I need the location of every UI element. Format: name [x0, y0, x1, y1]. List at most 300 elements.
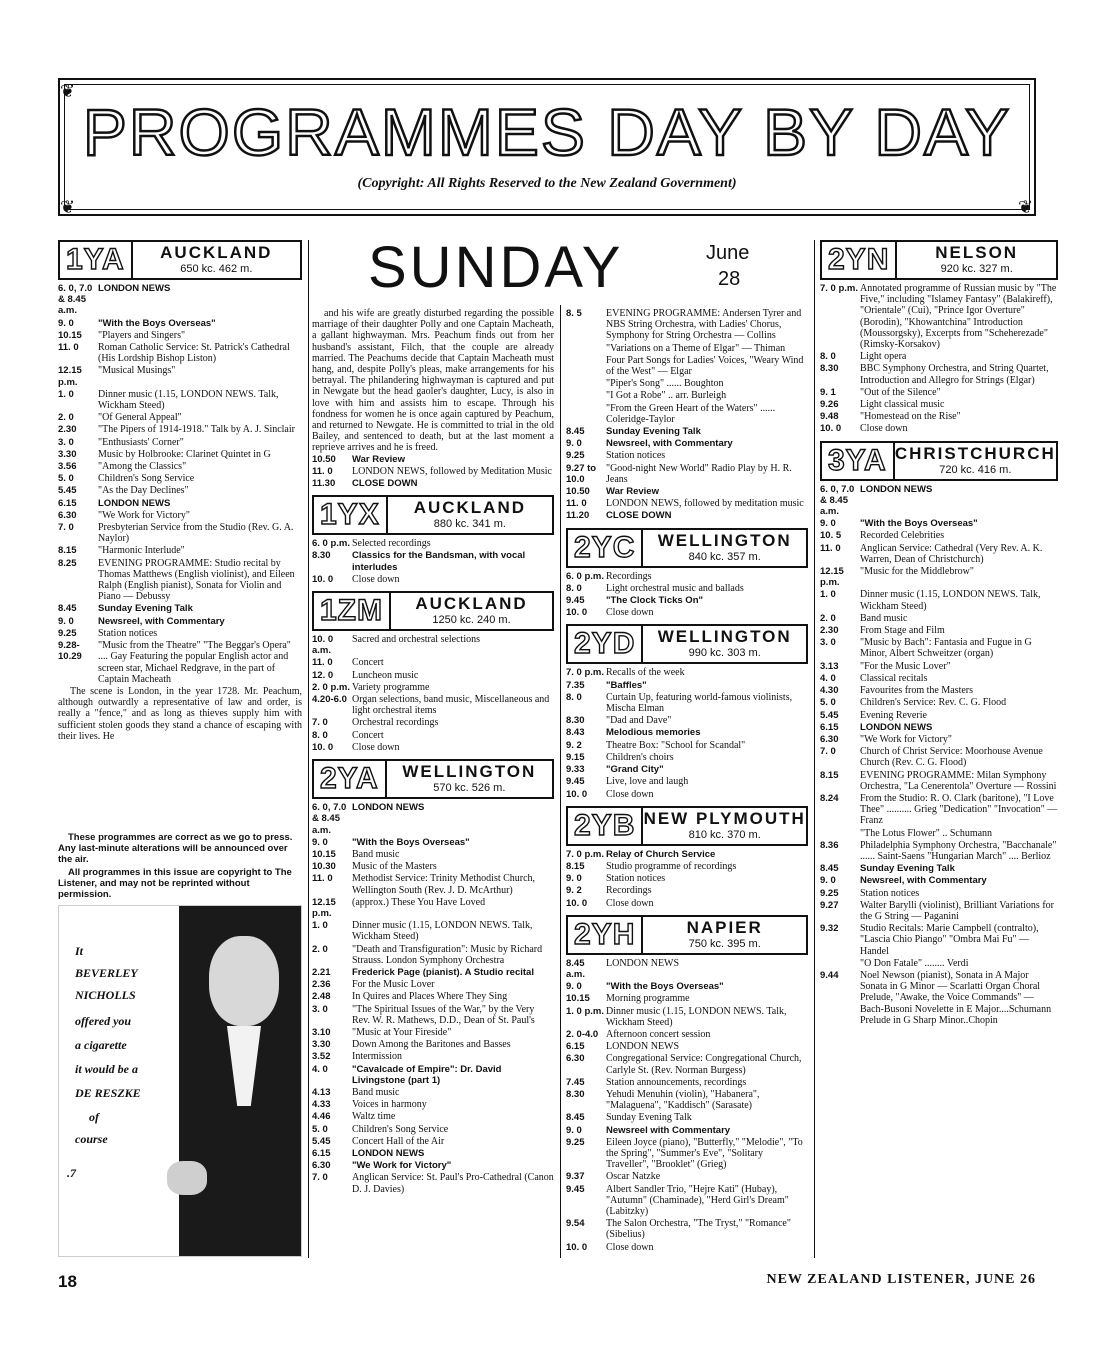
entry-time: 6. 0, 7.0 & 8.45 a.m. [58, 283, 93, 317]
entry-description: LONDON NEWS [860, 721, 933, 733]
entry-description: Roman Catholic Service: St. Patrick's Cathedral (His Lordship Bishop Liston) [98, 342, 290, 365]
entry-time: 5.45 [312, 1135, 331, 1147]
entry-time: 7. 0 p.m. [566, 667, 605, 679]
entry-description: "The Pipers of 1914-1918." Talk by A. J. Sinclair [98, 424, 295, 436]
entry-description: Waltz time [352, 1111, 396, 1123]
schedule-entry [566, 1077, 808, 1088]
schedule-entry [58, 424, 302, 435]
entry-description: Studio Recitals: Marie Campbell (contralto), "Lascia Chio Piango" "Ombra Mai Fu" — Handel [860, 923, 1039, 957]
schedule-list [566, 308, 808, 522]
station-header-2yb [566, 806, 808, 846]
entry-time: 9.44 [820, 969, 839, 981]
entry-time: 9.25 [566, 450, 585, 462]
entry-time: 5.45 [820, 709, 839, 721]
schedule-list [566, 571, 808, 619]
entry-description: "With the Boys Overseas" [98, 317, 216, 329]
entry-description: Frederick Page (pianist). A Studio recital [352, 966, 534, 978]
entry-time: 4.30 [820, 685, 839, 697]
schedule-entry [566, 1242, 808, 1253]
station-call-sign: 1ZM [314, 593, 391, 629]
entry-time: 10.50 [312, 453, 336, 465]
entry-description: Presbyterian Service from the Studio (Rev. G. A. Naylor) [98, 522, 294, 545]
entry-time: 10. 0 [566, 897, 588, 909]
entry-time: 8.36 [820, 839, 839, 851]
entry-time: 6.30 [820, 733, 839, 745]
station-city: AUCKLAND [413, 498, 527, 518]
schedule-entry [820, 518, 1058, 529]
schedule-entry [312, 454, 554, 465]
entry-description: "The Spiritual Issues of the War," by the Very Rev. W. R. Mathews, D.D., Dean of St. Paul's [352, 1003, 535, 1026]
entry-description: Sunday Evening Talk [606, 426, 701, 438]
schedule-entry [312, 538, 554, 549]
station-frequency: 750 kc. 395 m. [688, 937, 761, 950]
entry-time: 3. 0 [820, 637, 836, 649]
station-city: AUCKLAND [415, 594, 528, 614]
entry-description: Classical recitals [860, 672, 928, 684]
entry-time: 7. 0 [312, 1172, 328, 1184]
entry-description: Newsreel, with Commentary [860, 875, 987, 887]
entry-time: 9. 2 [566, 885, 582, 897]
schedule-entry [820, 530, 1058, 541]
entry-time: 11. 0 [58, 342, 79, 354]
schedule-entry [312, 730, 554, 741]
entry-description: Four Part Songs for Ladies' Voices, "Weary Wind of the West" — Elgar [606, 354, 804, 378]
schedule-entry [58, 437, 302, 448]
station-call-sign: 1YX [314, 497, 388, 533]
entry-description: (approx.) These You Have Loved [352, 896, 486, 908]
schedule-entry [566, 849, 808, 860]
entry-description: Dinner music (1.15, LONDON NEWS. Talk, Wickham Steed) [352, 920, 533, 943]
entry-description: Children's Song Service [352, 1123, 449, 1135]
schedule-entry [820, 423, 1058, 434]
entry-time: 11.20 [566, 510, 590, 522]
entry-description: "As the Day Declines" [98, 485, 189, 497]
entry-time: 9.25 [566, 1136, 585, 1148]
entry-time: 8.30 [820, 363, 839, 375]
schedule-entry [566, 1112, 808, 1123]
entry-description: Station notices [606, 450, 666, 462]
entry-description: "Music from the Theatre" "The Beggar's Opera" .... Gay Featuring the popular English actor and screen star, Michael Redgrave, in the part of Captain Macheath [98, 640, 291, 685]
entry-description: Recordings [606, 570, 652, 582]
schedule-entry [566, 438, 808, 449]
entry-time: 3.56 [58, 461, 77, 473]
entry-description: "O Don Fatale" ........ Verdi [860, 957, 969, 969]
entry-time: 8.45 a.m. [566, 957, 586, 980]
schedule-entry [820, 613, 1058, 624]
schedule-entry [566, 1029, 808, 1040]
scroll-ornament-icon: ❦ [60, 81, 76, 101]
ad-line: course [75, 1132, 108, 1146]
entry-time: 10. 0 [566, 788, 588, 800]
entry-description: Evening Reverie [860, 709, 927, 721]
entry-description: "Variations on a Theme of Elgar" — Thiman [606, 342, 786, 354]
entry-description: "With the Boys Overseas" [352, 836, 470, 848]
schedule-entry [312, 466, 554, 477]
station-city: WELLINGTON [657, 627, 792, 647]
schedule-entry [58, 485, 302, 496]
entry-time: 7. 0 [820, 746, 836, 758]
schedule-entry [566, 1125, 808, 1136]
schedule-entry [312, 670, 554, 681]
entry-description: From the Studio: R. O. Clark (baritone), "I Love Thee" .......... Grieg "Dedication" "Invocation" — Franz [860, 792, 1058, 827]
column-divider [308, 240, 309, 1258]
entry-time: 9. 0 [58, 615, 74, 627]
entry-description: In Quires and Places Where They Sing [352, 991, 508, 1003]
entry-description: Noel Newson (pianist), Sonata in A Major Sonata in G Minor — Scarlatti Organ Choral Prelude, "Awake, the Voice Commands" — Bach-Busoni Novelette in E Major....Schumann Prelude in G Sharp Minor..Chopin [860, 969, 1052, 1026]
station-header-2yc [566, 528, 808, 568]
schedule-list [566, 958, 808, 1253]
entry-description: Voices in harmony [352, 1099, 427, 1111]
entry-description: Newsreel with Commentary [606, 1124, 731, 1136]
schedule-entry [58, 522, 302, 544]
schedule-entry [566, 993, 808, 1004]
entry-description: Oscar Natzke [606, 1171, 661, 1183]
schedule-entry [566, 1171, 808, 1182]
entry-time: 12. 0 [312, 669, 334, 681]
schedule-entry [820, 589, 1058, 611]
entry-time: 7. 0 [312, 717, 328, 729]
entry-time: 8.24 [820, 792, 839, 804]
schedule-entry [58, 412, 302, 423]
page-title: PROGRAMMES DAY BY DAY [82, 95, 1012, 169]
entry-time: 3.52 [312, 1051, 331, 1063]
page-number: 18 [58, 1272, 77, 1291]
column-2 [312, 308, 554, 1196]
station-header-1yx [312, 495, 554, 535]
station-call-sign: 2YD [568, 626, 643, 662]
schedule-entry [58, 461, 302, 472]
entry-time: 10.15 [58, 329, 82, 341]
schedule-entry [820, 722, 1058, 733]
schedule-entry [566, 595, 808, 606]
entry-time: 9.25 [820, 887, 839, 899]
entry-time: 11. 0 [312, 465, 333, 477]
entry-description: Recordings [606, 885, 652, 897]
schedule-entry [566, 861, 808, 872]
column-3 [566, 308, 808, 1254]
schedule-entry [312, 1039, 554, 1050]
schedule-entry [820, 970, 1058, 1026]
entry-time: 8.25 [58, 557, 77, 569]
entry-description: Station notices [606, 873, 666, 885]
ad-line: it would be a [75, 1062, 139, 1076]
entry-time: 6.15 [820, 721, 839, 733]
entry-description: Close down [606, 897, 654, 909]
entry-description: CLOSE DOWN [606, 510, 672, 522]
entry-time: 6.15 [58, 497, 77, 509]
schedule-entry [820, 958, 1058, 969]
schedule-entry [566, 343, 808, 354]
entry-description: LONDON NEWS, followed by Meditation Music [352, 465, 552, 477]
entry-description: "With the Boys Overseas" [860, 518, 978, 530]
entry-time: 1. 0 [58, 388, 74, 400]
entry-description: "Good-night New World" Radio Play by H. R. Jeans [606, 462, 792, 485]
entry-description: "Of General Appeal" [98, 412, 182, 424]
entry-time: 2. 0 [58, 412, 74, 424]
schedule-entry [820, 923, 1058, 957]
entry-description: Relay of Church Service [606, 848, 716, 860]
entry-description: Walter Barylli (violinist), Brilliant Variations for the G String — Paganini [860, 899, 1054, 922]
entry-description: LONDON NEWS [98, 283, 171, 294]
entry-description: "Piper's Song" ...... Boughton [606, 378, 724, 390]
schedule-entry [312, 837, 554, 848]
copyright-notice: (Copyright: All Rights Reserved to the New Zealand Government) [357, 176, 737, 191]
schedule-entry [566, 1006, 808, 1028]
entry-time: 9.28-10.29 [58, 640, 82, 663]
entry-time: 1. 0 [312, 920, 328, 932]
entry-description: Concert Hall of the Air [352, 1135, 445, 1147]
entry-time: 8. 0 [312, 729, 328, 741]
entry-description: CLOSE DOWN [352, 478, 418, 490]
schedule-entry [820, 387, 1058, 398]
entry-time: 6. 0 p.m. [312, 538, 351, 550]
schedule-entry [820, 900, 1058, 922]
entry-description: Sunday Evening Talk [98, 603, 193, 615]
entry-description: "From the Green Heart of the Waters" ...... Coleridge-Taylor [606, 402, 776, 425]
schedule-entry [566, 873, 808, 884]
entry-description: Children's choirs [606, 751, 674, 763]
entry-time: 8.45 [566, 426, 585, 438]
station-frequency: 650 kc. 462 m. [180, 263, 253, 275]
schedule-entry [312, 1004, 554, 1026]
entry-description: "Out of the Silence" [860, 386, 941, 398]
schedule-entry [58, 473, 302, 484]
entry-time: 11. 0 [312, 657, 333, 669]
entry-time: 3. 0 [58, 436, 74, 448]
entry-time: 9.45 [566, 776, 585, 788]
schedule-entry [820, 828, 1058, 839]
ad-line: NICHOLLS [75, 988, 136, 1002]
entry-description: Close down [606, 788, 654, 800]
entry-time: 9.15 [566, 751, 585, 763]
schedule-entry [566, 390, 808, 401]
station-frequency: 720 kc. 416 m. [939, 463, 1012, 476]
entry-time: 11.30 [312, 478, 336, 490]
schedule-list [312, 802, 554, 1195]
entry-time: 10.15 [312, 848, 336, 860]
schedule-entry [566, 403, 808, 425]
schedule-entry [58, 510, 302, 521]
entry-time: 8. 0 [566, 582, 582, 594]
header-frame [58, 78, 1036, 216]
schedule-entry [58, 318, 302, 329]
schedule-entry [58, 330, 302, 341]
entry-description: "Homestead on the Rise" [860, 411, 961, 423]
station-frequency: 840 kc. 357 m. [688, 550, 761, 563]
schedule-entry [566, 1218, 808, 1240]
entry-description: Newsreel, with Commentary [98, 615, 225, 627]
entry-time: 6. 0, 7.0 & 8.45 a.m. [820, 483, 855, 518]
entry-time: 12.15 p.m. [820, 566, 844, 589]
schedule-entry [566, 958, 808, 980]
column-divider [560, 305, 561, 1258]
entry-description: Yehudi Menuhin (violin), "Habanera", "Malaguena", "Kaddisch" (Sarasate) [606, 1088, 760, 1112]
ad-line: a cigarette [75, 1038, 127, 1052]
schedule-entry [820, 697, 1058, 708]
entry-description: EVENING PROGRAMME: Studio recital by Thomas Matthews (English violinist), and Eileen Ralph (English pianist), Sonata for Violin and Piano — Debussy [98, 557, 295, 603]
entry-description: EVENING PROGRAMME: Milan Symphony Orchestra, "La Cenerentola" Overture — Rossini [860, 769, 1057, 792]
entry-description: Station notices [98, 627, 158, 639]
schedule-list [312, 634, 554, 753]
portrait-face [209, 936, 279, 1026]
entry-time: 10. 5 [820, 530, 842, 542]
entry-description: "Players and Singers" [98, 329, 186, 341]
entry-description: Theatre Box: "School for Scandal" [606, 739, 746, 751]
scroll-ornament-icon: ❦ [1018, 197, 1034, 217]
station-frequency: 990 kc. 303 m. [688, 647, 761, 660]
entry-time: 10. 0 [820, 423, 842, 435]
schedule-entry [58, 616, 302, 627]
entry-description: Afternoon concert session [606, 1028, 711, 1040]
schedule-entry [820, 411, 1058, 422]
schedule-entry [312, 1111, 554, 1122]
entry-time: 10. 0 a.m. [312, 634, 334, 657]
schedule-entry [566, 1184, 808, 1218]
ad-line: offered you [75, 1014, 132, 1028]
entry-description: LONDON NEWS, followed by meditation music [606, 498, 804, 510]
ad-line: It [75, 944, 84, 958]
entry-description: Classics for the Bandsman, with vocal interludes [352, 550, 526, 573]
schedule-entry [312, 1064, 554, 1086]
schedule-entry [566, 486, 808, 497]
entry-time: 5. 0 [312, 1123, 328, 1135]
station-header-2ya [312, 759, 554, 799]
entry-description: "We Work for Victory" [860, 733, 952, 745]
entry-description: Church of Christ Service: Moorhouse Avenue Church (Rev. C. G. Flood) [860, 746, 1043, 769]
station-call-sign: 2YC [568, 530, 643, 566]
entry-time: 8.43 [566, 727, 585, 739]
schedule-entry [566, 692, 808, 714]
entry-description: LONDON NEWS [98, 497, 171, 509]
station-header-3ya [820, 441, 1058, 481]
entry-time: 6.15 [566, 1041, 585, 1053]
schedule-entry [312, 1124, 554, 1135]
entry-description: Albert Sandler Trio, "Hejre Kati" (Hubay), "Autumn" (Chaminade), "Herd Girl's Dream" (Labitzky) [606, 1183, 789, 1217]
station-call-sign: 2YN [822, 242, 897, 278]
station-city: WELLINGTON [657, 530, 792, 550]
entry-time: 5. 0 [58, 473, 74, 485]
entry-description: The Salon Orchestra, "The Tryst," "Romance" (Sibelius) [606, 1218, 791, 1241]
entry-time: 8.30 [566, 1088, 585, 1100]
schedule-entry [566, 776, 808, 787]
entry-time: 6. 0 p.m. [566, 570, 605, 582]
schedule-entry [566, 727, 808, 738]
entry-description: Close down [606, 1241, 654, 1253]
schedule-entry [312, 920, 554, 942]
entry-time: 9. 1 [820, 386, 836, 398]
entry-time: 9. 0 [566, 981, 582, 993]
schedule-entry [820, 863, 1058, 874]
entry-description: "Music for the Middlebrow" [860, 566, 974, 578]
station-header-2yn [820, 240, 1058, 280]
entry-description: Anglican Service: Cathedral (Very Rev. A. K. Warren, Dean of Christchurch) [860, 542, 1043, 565]
schedule-entry [820, 746, 1058, 768]
entry-description: Light orchestral music and ballads [606, 582, 744, 594]
schedule-list [820, 283, 1058, 435]
entry-description: Selected recordings [352, 538, 431, 550]
entry-time: 1. 0 [820, 589, 836, 601]
entry-description: LONDON NEWS [352, 1147, 425, 1159]
entry-time: 10.50 [566, 486, 590, 498]
entry-time: 12.15 p.m. [312, 896, 336, 919]
entry-description: "The Lotus Flower" .. Schumann [860, 827, 993, 839]
schedule-list [566, 849, 808, 909]
schedule-entry [312, 967, 554, 978]
copyright-text: All programmes in this issue are copyright to The Listener, and may not be reprinted without permission. [58, 867, 292, 900]
station-frequency: 920 kc. 327 m. [940, 263, 1013, 275]
entry-time: 2. 0 [820, 612, 836, 624]
schedule-entry [312, 1087, 554, 1098]
entry-time: 6.15 [312, 1147, 331, 1159]
day-heading: SUNDAY [368, 235, 624, 300]
entry-time: 7. 0 p.m. [820, 283, 859, 294]
entry-time: 10. 0 [312, 573, 334, 585]
entry-description: BBC Symphony Orchestra, and String Quartet, Introduction and Allegro for Strings (Elgar) [860, 363, 1049, 386]
schedule-entry [566, 752, 808, 763]
entry-description: "We Work for Victory" [98, 509, 190, 521]
entry-time: 4.13 [312, 1086, 331, 1098]
entry-description: Congregational Service: Congregational Church, Carlyle St. (Rev. Norman Burgess) [606, 1053, 802, 1076]
entry-time: 9. 0 [820, 875, 836, 887]
schedule-list [566, 667, 808, 799]
entry-time: 2.30 [58, 424, 77, 436]
schedule-entry [312, 1099, 554, 1110]
entry-time: 2. 0 [312, 943, 328, 955]
entry-description: Intermission [352, 1051, 402, 1063]
entry-description: "I Got a Robe" .. arr. Burleigh [606, 390, 727, 402]
schedule-entry [312, 802, 554, 836]
schedule-entry [566, 715, 808, 726]
entry-description: LONDON NEWS [860, 483, 933, 495]
schedule-entry [566, 1041, 808, 1052]
entry-time: 8.30 [566, 715, 585, 727]
entry-time: 2.36 [312, 979, 331, 991]
entry-time: 10. 0 [566, 607, 588, 619]
schedule-entry [58, 389, 302, 411]
publication-footer: NEW ZEALAND LISTENER, JUNE 26 [766, 1272, 1036, 1287]
entry-description: Concert [352, 657, 384, 669]
ad-line: BEVERLEY [75, 966, 138, 980]
entry-time: 10. 0 [312, 741, 334, 753]
entry-time: 6.30 [312, 1160, 331, 1172]
schedule-entry [312, 1148, 554, 1159]
entry-description: Band music [352, 848, 400, 860]
schedule-entry [566, 607, 808, 618]
entry-description: Station announcements, recordings [606, 1076, 747, 1088]
entry-time: 2. 0-4.0 [566, 1028, 599, 1040]
entry-time: 8.30 [312, 550, 331, 562]
date-month: June [706, 242, 750, 264]
station-frequency: 810 kc. 370 m. [688, 828, 761, 841]
schedule-entry [58, 640, 302, 685]
schedule-entry [58, 603, 302, 614]
entry-description: Band music [352, 1086, 400, 1098]
entry-time: 8.15 [820, 769, 839, 781]
entry-time: 2.48 [312, 991, 331, 1003]
entry-description: Philadelphia Symphony Orchestra, "Bacchanale" ...... Saint-Saens "Hungarian March" .... Berlioz [860, 839, 1057, 862]
entry-description: Light opera [860, 351, 907, 363]
schedule-entry [312, 1027, 554, 1038]
station-city: NELSON [935, 243, 1019, 262]
schedule-entry [312, 478, 554, 489]
entry-description: Methodist Service: Trinity Methodist Church, Wellington South (Rev. J. D. McArthur) [352, 873, 536, 896]
entry-time: 3.13 [820, 660, 839, 672]
entry-time: 9. 0 [820, 518, 836, 530]
entry-time: 9.37 [566, 1171, 585, 1183]
schedule-entry [566, 426, 808, 437]
schedule-entry [566, 571, 808, 582]
schedule-entry [820, 351, 1058, 362]
